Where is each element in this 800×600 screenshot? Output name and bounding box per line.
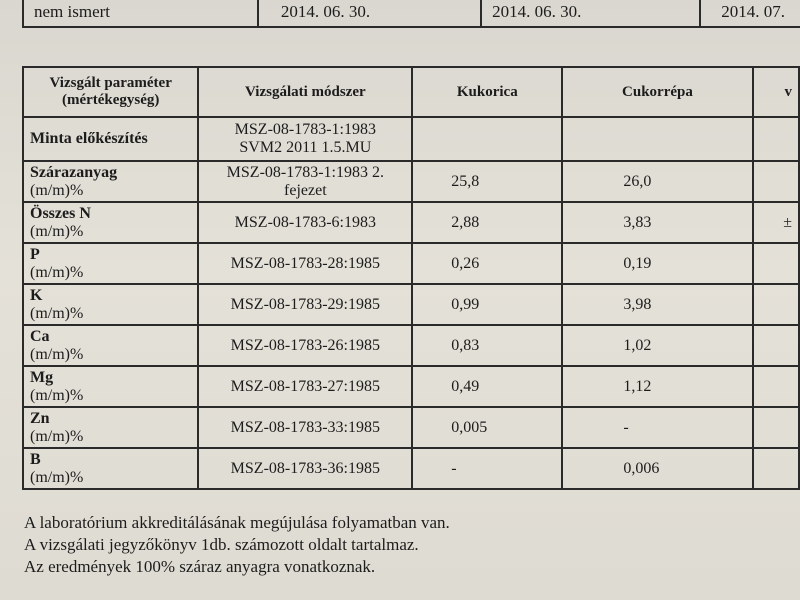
param-unit: (m/m)% [30, 222, 84, 240]
extra-value [753, 366, 799, 407]
param-cell [23, 325, 198, 366]
param-name: Minta előkészítés [30, 130, 148, 147]
date-cell-3: 2014. 07. [721, 2, 786, 21]
cukorrepa-value: 3,83 [562, 202, 752, 243]
table-row [23, 202, 799, 243]
cukorrepa-value [562, 117, 752, 161]
method-cell: MSZ-08-1783-28:1985 [198, 243, 412, 284]
method-cell: MSZ-08-1783-1:1983 SVM2 2011 1.5.MU [198, 117, 412, 161]
cukorrepa-value: - [562, 407, 752, 448]
table-row [23, 161, 799, 202]
notes [24, 512, 450, 578]
extra-value [753, 243, 799, 284]
table-header-row [23, 67, 799, 117]
param-cell [23, 202, 198, 243]
table-row [23, 284, 799, 325]
method-cell: MSZ-08-1783-36:1985 [198, 448, 412, 489]
cukorrepa-value: 0,006 [562, 448, 752, 489]
param-name: Összes N [30, 204, 91, 222]
method-cell: MSZ-08-1783-27:1985 [198, 366, 412, 407]
param-unit: (m/m)% [30, 304, 84, 322]
note-line: A laboratórium akkreditálásának megújulása folyamatban van. [24, 513, 450, 532]
kukorica-value: 0,99 [412, 284, 562, 325]
method-cell: MSZ-08-1783-33:1985 [198, 407, 412, 448]
param-unit: (m/m)% [30, 386, 84, 404]
param-cell [23, 161, 198, 202]
kukorica-value: 0,83 [412, 325, 562, 366]
table-row [23, 117, 799, 161]
param-unit: (m/m)% [30, 468, 84, 486]
kukorica-value: 0,005 [412, 407, 562, 448]
header-extra: v [753, 67, 799, 117]
extra-value [753, 325, 799, 366]
extra-value: ± [753, 202, 799, 243]
param-name: K [30, 286, 43, 304]
header-method: Vizsgálati módszer [198, 67, 412, 117]
cukorrepa-value: 1,12 [562, 366, 752, 407]
date-cell-1: 2014. 06. 30. [259, 0, 482, 26]
table-body [23, 117, 799, 489]
extra-value [753, 448, 799, 489]
param-name: Ca [30, 327, 50, 345]
method-cell: MSZ-08-1783-1:1983 2. fejezet [198, 161, 412, 202]
param-name: Mg [30, 368, 54, 386]
table-row [23, 407, 799, 448]
param-cell [23, 366, 198, 407]
method-cell: MSZ-08-1783-26:1985 [198, 325, 412, 366]
results-table [22, 66, 800, 490]
extra-value [753, 161, 799, 202]
header-kukorica: Kukorica [412, 67, 562, 117]
param-cell [23, 243, 198, 284]
param-name: B [30, 450, 41, 468]
header-cukorrepa: Cukorrépa [562, 67, 752, 117]
param-cell [23, 407, 198, 448]
table-row [23, 325, 799, 366]
param-unit: (m/m)% [30, 345, 84, 363]
param-unit: (m/m)% [30, 181, 84, 199]
param-unit: (m/m)% [30, 427, 84, 445]
table-row [23, 448, 799, 489]
table-row [23, 366, 799, 407]
status-cell: nem ismert [24, 0, 259, 26]
kukorica-value: 2,88 [412, 202, 562, 243]
note-line: A vizsgálati jegyzőkönyv 1db. számozott oldalt tartalmaz. [24, 535, 419, 554]
previous-table-row [22, 0, 800, 28]
kukorica-value [412, 117, 562, 161]
kukorica-value: 0,49 [412, 366, 562, 407]
param-name: P [30, 245, 40, 263]
cukorrepa-value: 26,0 [562, 161, 752, 202]
extra-value [753, 407, 799, 448]
date-cell-2: 2014. 06. 30. [482, 0, 701, 26]
param-name: Zn [30, 409, 50, 427]
header-param: Vizsgált paraméter (mértékegység) [23, 67, 198, 117]
extra-value [753, 284, 799, 325]
table-row [23, 243, 799, 284]
kukorica-value: 25,8 [412, 161, 562, 202]
param-cell [23, 284, 198, 325]
param-cell [23, 117, 198, 161]
method-cell: MSZ-08-1783-29:1985 [198, 284, 412, 325]
param-name: Szárazanyag [30, 163, 118, 181]
cukorrepa-value: 1,02 [562, 325, 752, 366]
method-cell: MSZ-08-1783-6:1983 [198, 202, 412, 243]
param-unit: (m/m)% [30, 263, 84, 281]
kukorica-value: 0,26 [412, 243, 562, 284]
note-line: Az eredmények 100% száraz anyagra vonatkoznak. [24, 557, 376, 576]
cukorrepa-value: 0,19 [562, 243, 752, 284]
extra-value [753, 117, 799, 161]
kukorica-value: - [412, 448, 562, 489]
cukorrepa-value: 3,98 [562, 284, 752, 325]
param-cell [23, 448, 198, 489]
